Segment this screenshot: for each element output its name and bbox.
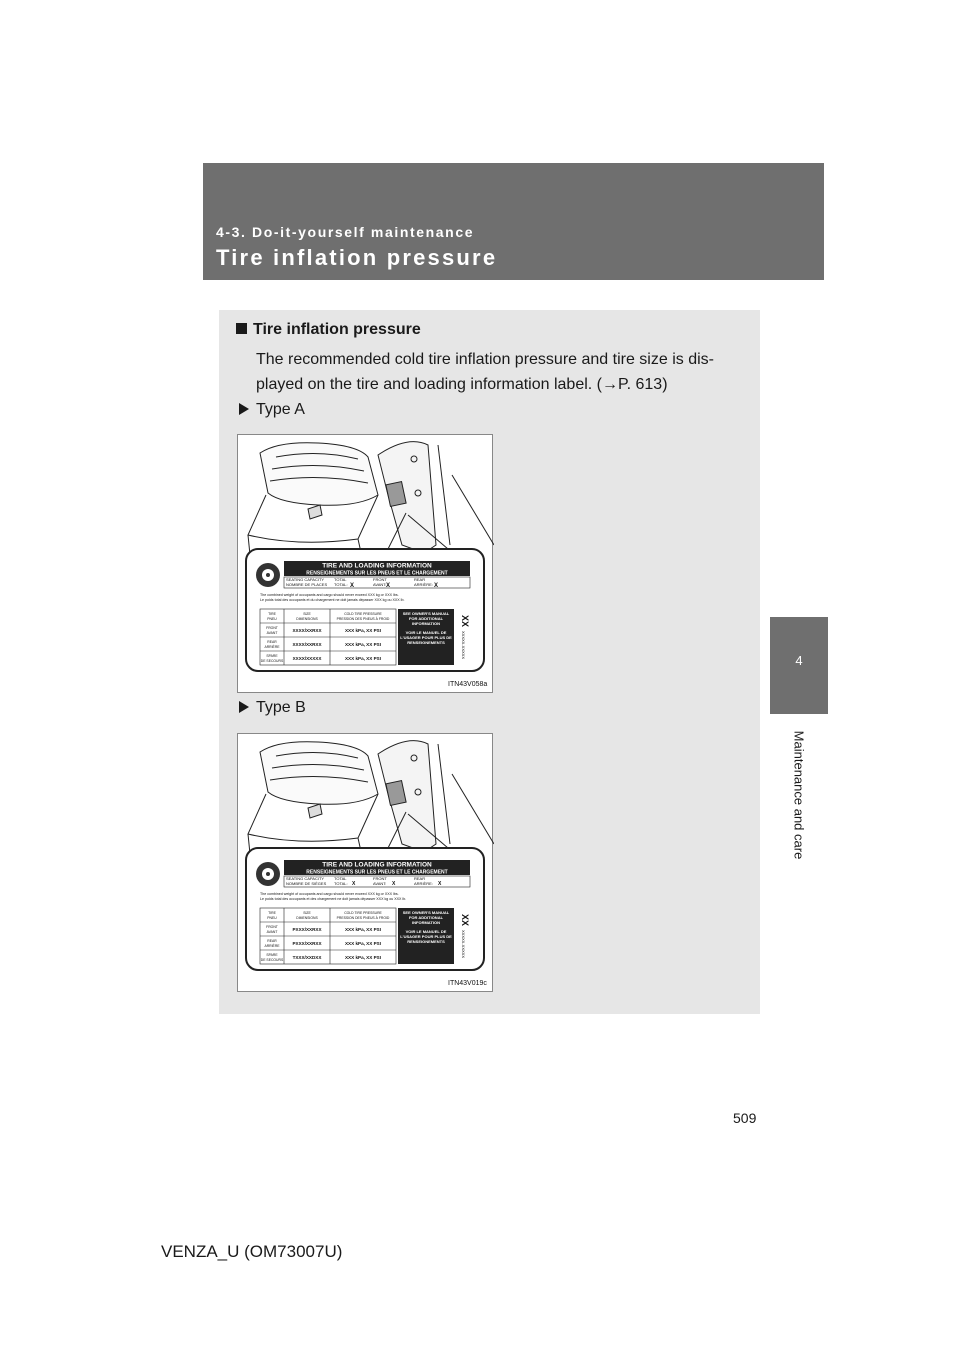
tire-icon [256, 563, 280, 587]
page-number: 509 [733, 1110, 757, 1126]
col-tire-fr: PNEU [267, 916, 277, 920]
pressure-spare: XXX kPa, XX PSI [344, 656, 382, 661]
see-owner-note: SEE OWNER'S MANUAL FOR ADDITIONAL INFORMATION [402, 910, 450, 925]
size-spare: XXXX/XXXXX [292, 656, 322, 661]
voir-note: VOIR LE MANUEL DE L'USAGER POUR PLUS DE RENSEIGNEMENTS [400, 630, 452, 645]
col-tire: TIRE [268, 911, 276, 915]
label-code: XXXXX-XXXXX [461, 930, 466, 959]
weight-note-fr: Le poids total des occupants et du chargement ne doit jamais dépasser XXX kg ou XXX lb. [260, 598, 405, 602]
row-front: FRONT [266, 925, 278, 929]
row-rear: REAR [267, 939, 277, 943]
col-tire-fr: PNEU [267, 617, 277, 621]
figure-type-a [237, 434, 493, 693]
front-value: X [392, 881, 396, 887]
size-front: XXXX/XXRXX [292, 628, 322, 633]
row-front: FRONT [266, 626, 278, 630]
subheading: Tire inflation pressure [236, 321, 421, 339]
paragraph-line: The recommended cold tire inflation pressure and tire size is dis- [256, 351, 714, 368]
label-title: TIRE AND LOADING INFORMATION [322, 861, 432, 869]
chapter-number: 4 [795, 653, 803, 668]
type-b-label: Type B [239, 699, 306, 717]
col-pressure: COLD TIRE PRESSURE [344, 911, 382, 915]
rear-label-fr: ARRIÈRE: [414, 881, 433, 886]
voir-note: VOIR LE MANUEL DE L'USAGER POUR PLUS DE RENSEIGNEMENTS [400, 929, 452, 944]
row-spare-fr: DE SECOURS [260, 659, 284, 663]
type-a-label: Type A [239, 401, 305, 419]
row-rear-fr: ARRIÈRE [264, 944, 280, 948]
pressure-front: XXX kPa, XX PSI [344, 628, 382, 633]
seating-label: SEATING CAPACITY [286, 577, 325, 582]
chapter-tab[interactable] [770, 617, 828, 714]
front-label-fr: AVANT: [373, 582, 387, 587]
weight-note-fr: Le poids total des occupants et des chargement ne doit jamais dépasser XXX kg ou XXX lb. [260, 897, 407, 901]
size-spare: TXXX/XXDXX [292, 955, 322, 960]
label-xx: XX [460, 914, 470, 927]
row-rear-fr: ARRIÈRE [264, 645, 280, 649]
seating-label-fr: NOMBRE DE PLACES [286, 582, 328, 587]
size-front: PXXX/XXRXX [292, 927, 322, 932]
size-rear: XXXX/XXRXX [292, 642, 322, 647]
size-rear: PXXX/XXRXX [292, 941, 322, 946]
rear-value: X [434, 583, 439, 589]
pressure-front: XXX kPa, XX PSI [344, 927, 382, 932]
label-code: XXXXX-XXXXX [461, 631, 466, 660]
front-label-fr: AVANT: [373, 881, 387, 886]
page-header [203, 163, 824, 280]
col-pressure-fr: PRESSION DES PNEUS À FROID [336, 617, 390, 621]
section-title: 4-3. Do-it-yourself maintenance [216, 224, 475, 240]
tire-icon [256, 862, 280, 886]
page-title: Tire inflation pressure [216, 245, 498, 270]
chapter-tab-label [770, 715, 828, 875]
rear-label: REAR [414, 876, 426, 881]
row-rear: REAR [267, 640, 277, 644]
pressure-rear: XXX kPa, XX PSI [344, 941, 382, 946]
rear-value: X [438, 881, 442, 887]
chapter-label: Maintenance and care [791, 730, 807, 860]
total-value: X [352, 881, 356, 887]
total-value: X [350, 583, 355, 589]
col-size: SIZE [303, 612, 311, 616]
col-pressure-fr: PRESSION DES PNEUS À FROID [336, 916, 390, 920]
figure-caption: ITN43V019c [448, 980, 487, 987]
pressure-rear: XXX kPa, XX PSI [344, 642, 382, 647]
intro-paragraph [256, 347, 746, 397]
label-title-fr: RENSEIGNEMENTS SUR LES PNEUS ET LE CHARGEMENT [306, 869, 448, 876]
row-spare: SPARE [266, 654, 278, 658]
weight-note: The combined weight of occupants and cargo should never exceed XXX kg or XXX lbs. [260, 593, 399, 597]
front-label: FRONT [373, 577, 387, 582]
total-label-fr: TOTAL: [334, 582, 348, 587]
total-label: TOTAL [334, 876, 347, 881]
triangle-bullet-icon [239, 701, 249, 713]
front-value: X [386, 583, 391, 589]
triangle-bullet-icon [239, 403, 249, 415]
tire-label-illustration-a [238, 435, 494, 694]
figure-type-b [237, 733, 493, 992]
seating-label: SEATING CAPACITY [286, 876, 325, 881]
row-front-fr: AVANT [266, 930, 278, 934]
front-label: FRONT [373, 876, 387, 881]
row-spare-fr: DE SECOURS [260, 958, 284, 962]
row-front-fr: AVANT [266, 631, 278, 635]
col-pressure: COLD TIRE PRESSURE [344, 612, 382, 616]
col-size-fr: DIMENSIONS [296, 617, 318, 621]
content-box [219, 310, 760, 1014]
rear-label-fr: ARRIÈRE: [414, 582, 433, 587]
label-title: TIRE AND LOADING INFORMATION [322, 562, 432, 570]
square-bullet-icon [236, 323, 247, 334]
figure-caption: ITN43V058a [448, 681, 488, 688]
footer-model-code: VENZA_U (OM73007U) [161, 1242, 343, 1261]
label-title-fr: RENSEIGNEMENTS SUR LES PNEUS ET LE CHARGEMENT [306, 570, 448, 577]
total-label-fr: TOTAL: [334, 881, 348, 886]
col-size-fr: DIMENSIONS [296, 916, 318, 920]
col-size: SIZE [303, 911, 311, 915]
rear-label: REAR [414, 577, 426, 582]
col-tire: TIRE [268, 612, 276, 616]
seating-label-fr: NOMBRE DE SIÈGES [286, 881, 327, 886]
label-xx: XX [460, 615, 470, 628]
total-label: TOTAL [334, 577, 347, 582]
see-owner-note: SEE OWNER'S MANUAL FOR ADDITIONAL INFORMATION [402, 611, 450, 626]
pressure-spare: XXX kPa, XX PSI [344, 955, 382, 960]
paragraph-line: played on the tire and loading information label. (→P. 613) [256, 376, 668, 393]
tire-label-illustration-b [238, 734, 494, 993]
weight-note: The combined weight of occupants and cargo should never exceed XXX kg or XXX lbs. [260, 892, 399, 896]
row-spare: SPARE [266, 953, 278, 957]
